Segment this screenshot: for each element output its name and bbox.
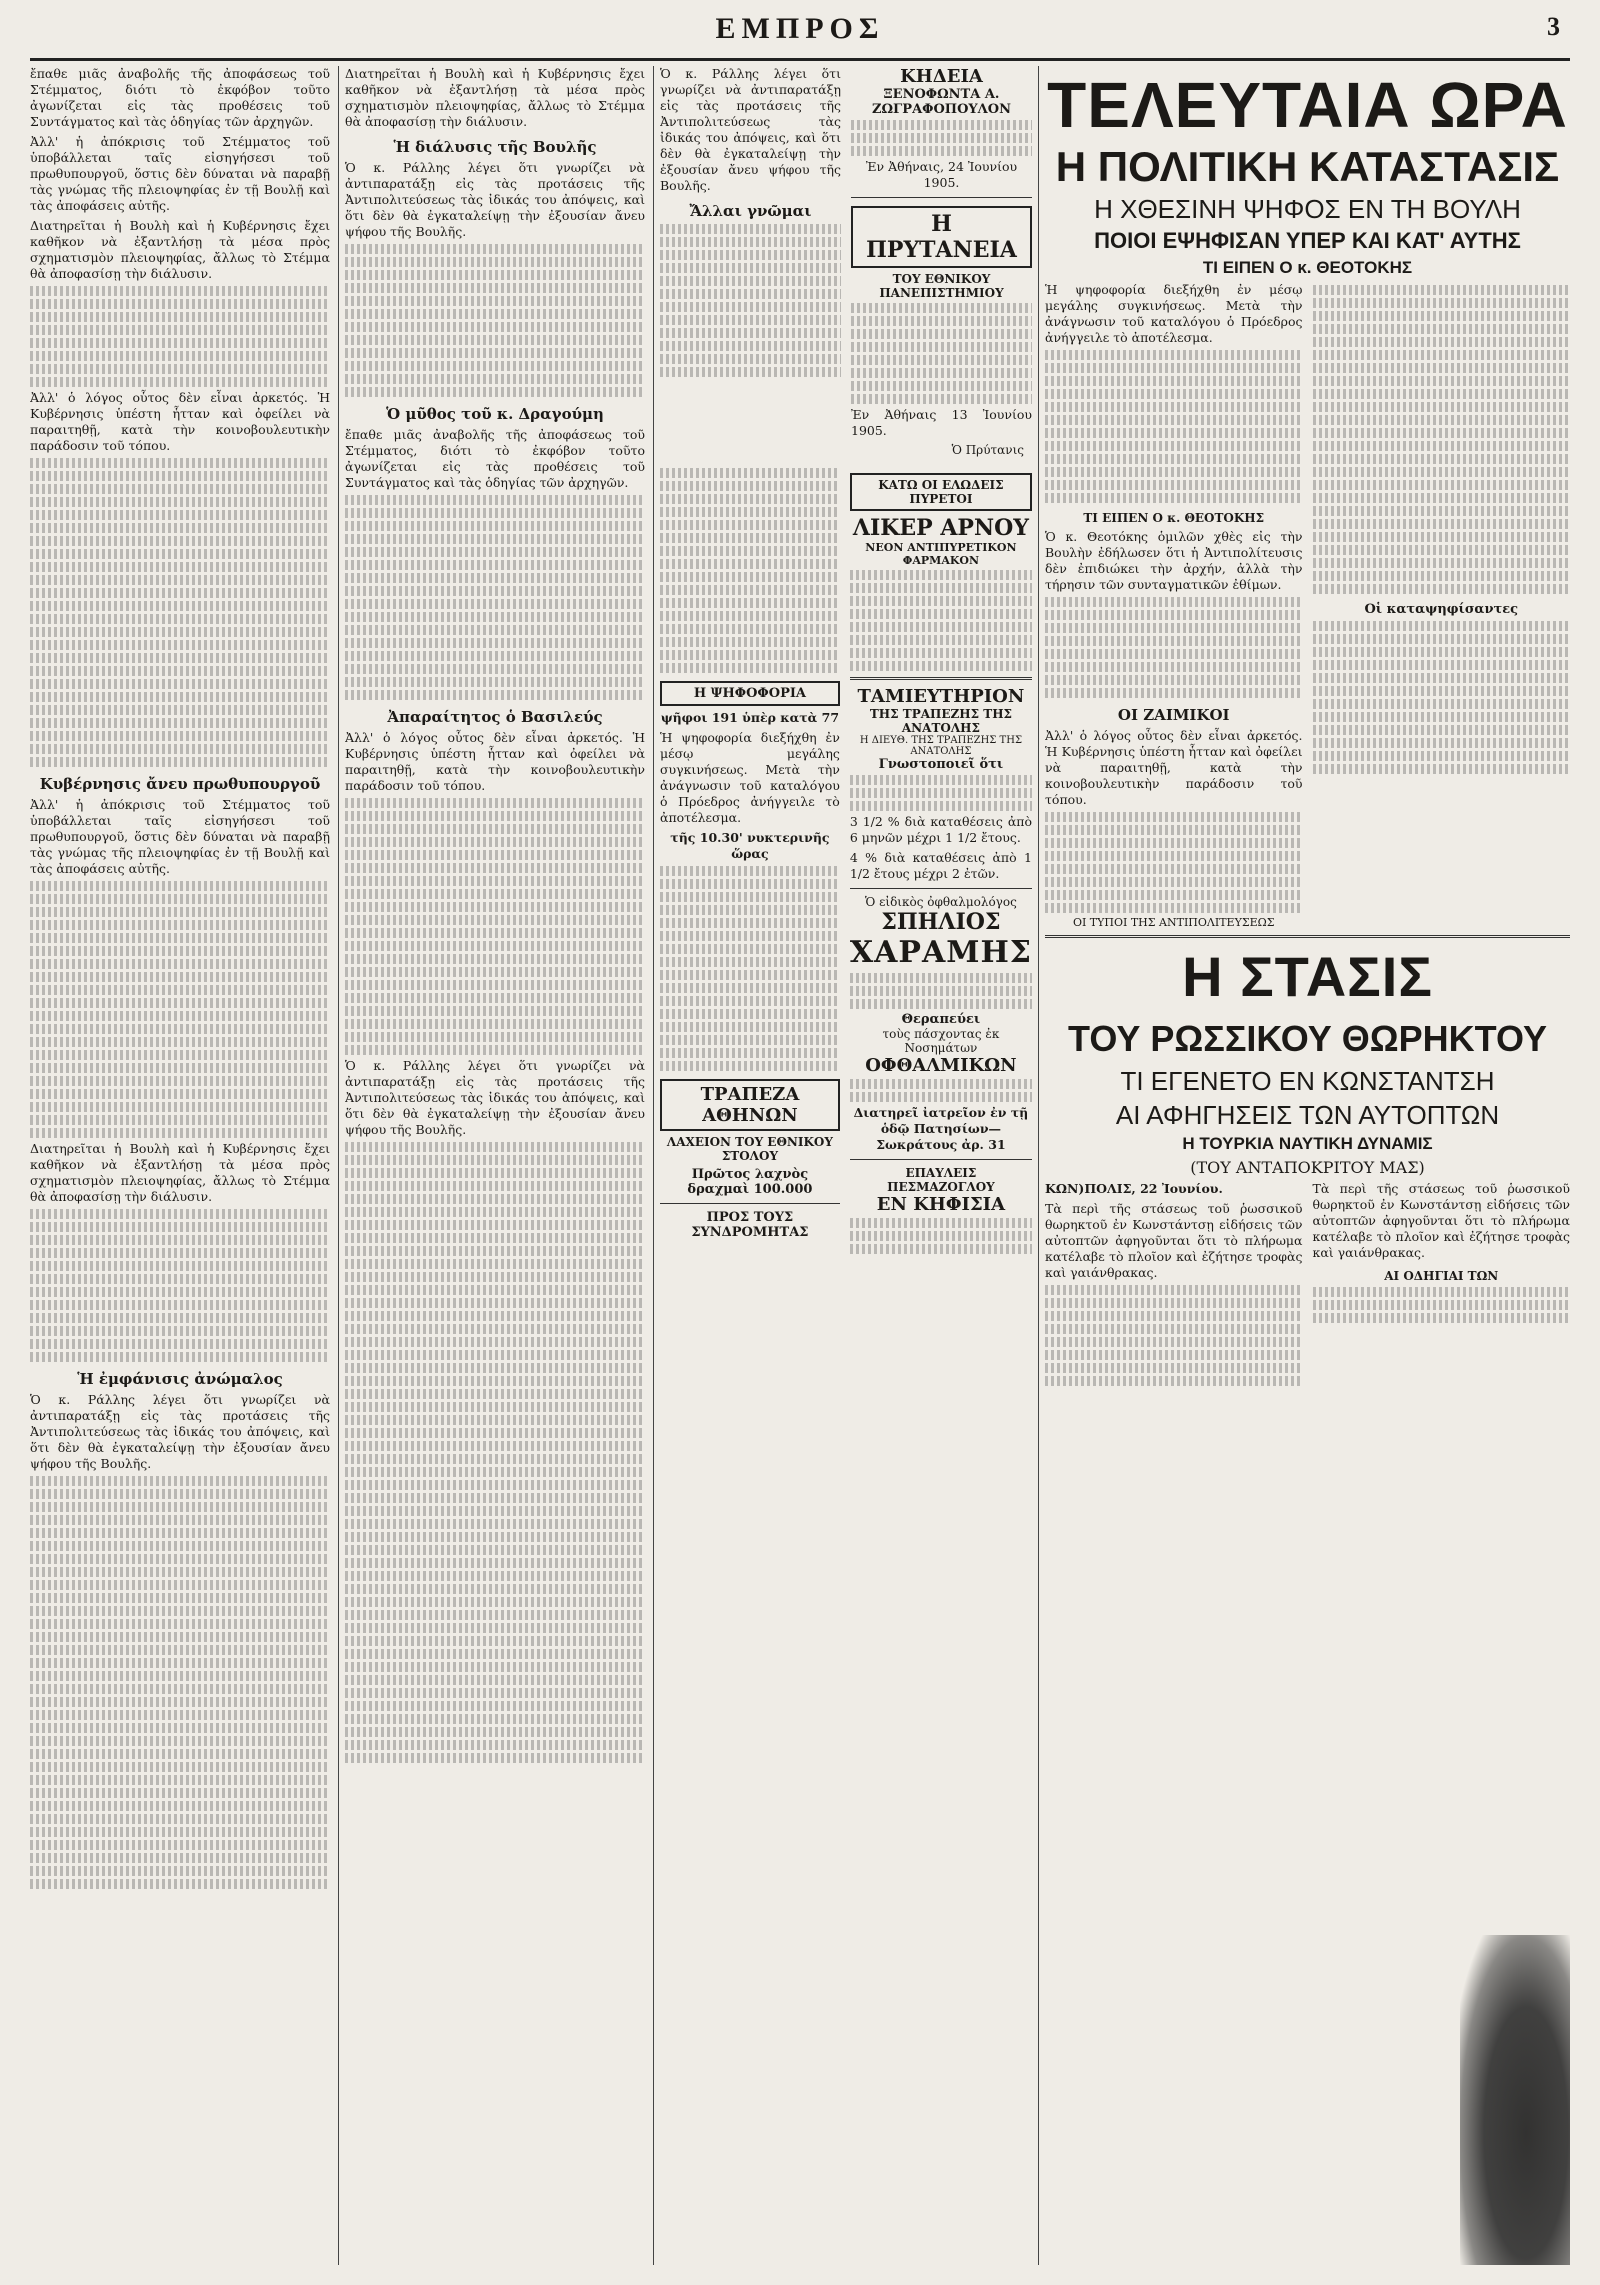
article-paragraph: Ἀλλ' ὁ λόγος οὗτος δὲν εἶναι ἀρκετός. Ἡ Κυβέρνησις ὑπέστη ἧτταν καὶ ὀφείλει νὰ παραιτηθῇ, κατὰ τὴν κοινοβουλευτικὴν παράδοσιν τοῦ τόπου. xyxy=(345,730,645,793)
trapeza-title: ΤΡΑΠΕΖΑ ΑΘΗΝΩΝ xyxy=(660,1079,840,1131)
article-paragraph: Ἡ ψηφοφορία διεξήχθη ἐν μέσῳ μεγάλης συγκινήσεως. Μετὰ τὴν ἀνάγνωσιν τοῦ καταλόγου ὁ Πρόεδρος ἀνήγγειλε τὸ ἀποτέλεσμα. xyxy=(1045,282,1303,345)
headline-theotokis: ΤΙ ΕΙΠΕΝ Ο κ. ΘΕΟΤΟΚΗΣ xyxy=(1202,258,1413,277)
column-divider xyxy=(1038,66,1039,2265)
trapeza-prize: Πρῶτος λαχνὸς δραχμαὶ 100.000 xyxy=(687,1167,813,1197)
article-paragraph: Διατηρεῖται ἡ Βουλὴ καὶ ἡ Κυβέρνησις ἔχει καθῆκον νὰ ἐξαντλήσῃ τὰ μέσα πρὸς σχηματισμὸν πλειοψηφίας, ἄλλως τὸ Στέμμα θὰ ἀποφασίσῃ τὴν διάλυσιν. xyxy=(30,218,330,281)
article-paragraph: Διατηρεῖται ἡ Βουλὴ καὶ ἡ Κυβέρνησις ἔχει καθῆκον νὰ ἐξαντλήσῃ τὰ μέσα πρὸς σχηματισμὸν πλειοψηφίας, ἄλλως τὸ Στέμμα θὰ ἀποφασίσῃ τὴν διάλυσιν. xyxy=(30,1141,330,1204)
page-number: 3 xyxy=(1547,12,1560,41)
subheading: Κυβέρνησις ἄνευ πρωθυπουργοῦ xyxy=(39,775,321,793)
therapeia-text: τοὺς πάσχοντας ἐκ Νοσημάτων xyxy=(882,1027,1000,1055)
prytaneia-sign: Ὁ Πρύτανις xyxy=(951,443,1024,457)
syndromites: ΠΡΟΣ ΤΟΥΣ ΣΥΝΔΡΟΜΗΤΑΣ xyxy=(691,1210,809,1240)
subheading: ΟΙ ΤΥΠΟΙ ΤΗΣ ΑΝΤΙΠΟΛΙΤΕΥΣΕΩΣ xyxy=(1072,916,1275,929)
oculist-label: Ὁ εἰδικὸς ὀφθαλμολόγος xyxy=(865,895,1017,909)
correspondent: (ΤΟΥ ΑΝΤΑΠΟΚΡΙΤΟΥ ΜΑΣ) xyxy=(1190,1158,1425,1177)
tamieftirion-sub: ΤΗΣ ΤΡΑΠΕΖΗΣ ΤΗΣ ΑΝΑΤΟΛΗΣ xyxy=(869,707,1013,735)
subheading: ΑΙ ΟΔΗΓΙΑΙ ΤΩΝ xyxy=(1384,1269,1499,1283)
subheading: Ἡ διάλυσις τῆς Βουλῆς xyxy=(393,138,597,156)
column-2 xyxy=(345,66,645,2265)
subheading: Οἱ καταψηφίσαντες xyxy=(1364,602,1519,617)
headline-psifisan: ΠΟΙΟΙ ΕΨΗΦΙΣΑΝ ΥΠΕΡ ΚΑΙ ΚΑΤ' ΑΥΤΗΣ xyxy=(1094,228,1521,253)
liker-head: ΚΑΤΩ ΟΙ ΕΛΩΔΕΙΣ ΠΥΡΕΤΟΙ xyxy=(850,473,1032,511)
column-3 xyxy=(660,66,1032,2265)
headline-stasis: Η ΣΤΑΣΙΣ xyxy=(1182,945,1433,1008)
subheading: Ἄλλαι γνῶμαι xyxy=(689,202,812,220)
psifoforia-title: Η ΨΗΦΟΦΟΡΙΑ xyxy=(660,681,840,706)
article-paragraph: Ὁ κ. Ράλλης λέγει ὅτι γνωρίζει νὰ ἀντιπαρατάξῃ εἰς τὰς προτάσεις τῆς Ἀντιπολιτεύσεως τὰς ἰδικάς του ἀπόψεις, καὶ ὅτι δὲν θὰ ἐγκαταλείψῃ τὴν ἐξουσίαν ἄνευ ψήφου τῆς Βουλῆς. xyxy=(660,66,841,193)
article-paragraph: Διατηρεῖται ἡ Βουλὴ καὶ ἡ Κυβέρνησις ἔχει καθῆκον νὰ ἐξαντλήσῃ τὰ μέσα πρὸς σχηματισμὸν πλειοψηφίας, ἄλλως τὸ Στέμμα θὰ ἀποφασίσῃ τὴν διάλυσιν. xyxy=(345,66,645,129)
therapeia-title: Θεραπεύει xyxy=(901,1012,981,1027)
article-paragraph: ἔπαθε μιᾶς ἀναβολῆς τῆς ἀποφάσεως τοῦ Στέμματος, διότι τὸ ἐκφόβον τοῦτο ἀγωνίζεται εἰς τὰς προθέσεις τοῦ Συντάγματος καὶ τὰς ὁδηγίας τῶν ἀρχηγῶν. xyxy=(30,66,330,129)
prytaneia-title: Η ΠΡΥΤΑΝΕΙΑ xyxy=(851,206,1032,268)
article-paragraph: Ἀλλ' ἡ ἀπόκρισις τοῦ Στέμματος τοῦ ὑποβάλλεται ταῖς εἰσηγήσεσι τοῦ πρωθυπουργοῦ, ὅστις δὲν δύναται νὰ παραβῇ τὰς γνώμας τῆς πλειοψηφίας ἐν τῇ Βουλῇ καὶ τὰς ἀποφάσεις αὐτῆς. xyxy=(30,134,330,213)
top-rule xyxy=(30,58,1570,61)
ink-smudge xyxy=(1460,1935,1570,2265)
article-paragraph: Ὁ κ. Ράλλης λέγει ὅτι γνωρίζει νὰ ἀντιπαρατάξῃ εἰς τὰς προτάσεις τῆς Ἀντιπολιτεύσεως τὰς ἰδικάς του ἀπόψεις, καὶ ὅτι δὲν θὰ ἐγκαταλείψῃ τὴν ἐξουσίαν ἄνευ ψήφου τῆς Βουλῆς. xyxy=(345,1058,645,1137)
kideia-name: ΞΕΝΟΦΩΝΤΑ Α. ΖΩΓΡΑΦΟΠΟΥΛΟΝ xyxy=(872,87,1011,117)
tamieftirion-sub2: Η ΔΙΕΥΘ. ΤΗΣ ΤΡΑΠΕΖΗΣ ΤΗΣ ΑΝΑΤΟΛΗΣ xyxy=(859,735,1023,757)
tamieftirion-rate: 3 1/2 % διὰ καταθέσεις ἀπὸ 6 μηνῶν μέχρι 1 1/2 ἔτους. xyxy=(849,814,1032,845)
column-divider xyxy=(338,66,339,2265)
headline-tourkia: Η ΤΟΥΡΚΙΑ ΝΑΥΤΙΚΗ ΔΥΝΑΜΙΣ xyxy=(1182,1134,1433,1153)
headline-aftopton: ΑΙ ΑΦΗΓΗΣΕΙΣ ΤΩΝ ΑΥΤΟΠΤΩΝ xyxy=(1115,1100,1500,1130)
dieuthynsis: Διατηρεῖ ἰατρεῖον ἐν τῇ ὁδῷ Πατησίων—Σωκράτους ἀρ. 31 xyxy=(853,1105,1029,1152)
article-paragraph: Ἀλλ' ὁ λόγος οὗτος δὲν εἶναι ἀρκετός. Ἡ Κυβέρνησις ὑπέστη ἧτταν καὶ ὀφείλει νὰ παραιτηθῇ, κατὰ τὴν κοινοβουλευτικὴν παράδοσιν τοῦ τόπου. xyxy=(30,390,330,453)
psifoforia-time: τῆς 10.30' νυκτερινῆς ὥρας xyxy=(670,830,830,861)
headline-katastasis: Η ΠΟΛΙΤΙΚΗ ΚΑΤΑΣΤΑΣΙΣ xyxy=(1055,143,1560,190)
subheading: ΟΙ ΖΑΙΜΙΚΟΙ xyxy=(1117,706,1230,724)
article-paragraph: Τὰ περὶ τῆς στάσεως τοῦ ῥωσσικοῦ θωρηκτοῦ ἐν Κωνστάντσῃ εἰδήσεις τῶν αὐτοπτῶν ἀφηγοῦνται ὅτι τὸ πλήρωμα κατέλαβε τὸ πλοῖον καὶ ἐζήτησε τροφὰς καὶ γαιάνθρακας. xyxy=(1312,1181,1570,1260)
subheading: Ὁ μῦθος τοῦ κ. Δραγούμη xyxy=(386,405,604,423)
trapeza-sub: ΛΑΧΕΙΟΝ ΤΟΥ ΕΘΝΙΚΟΥ ΣΤΟΛΟΥ xyxy=(666,1135,833,1163)
kifisia: ΕΝ ΚΗΦΙΣΙΑ xyxy=(876,1194,1006,1215)
headline-konstantsi: ΤΙ ΕΓΕΝΕΤΟ ΕΝ ΚΩΝΣΤΑΝΤΣΗ xyxy=(1120,1066,1495,1096)
oculist-name: ΧΑΡΑΜΗΣ xyxy=(849,935,1032,970)
article-paragraph: Τὰ περὶ τῆς στάσεως τοῦ ῥωσσικοῦ θωρηκτοῦ ἐν Κωνστάντσῃ εἰδήσεις τῶν αὐτοπτῶν ἀφηγοῦνται ὅτι τὸ πλήρωμα κατέλαβε τὸ πλοῖον καὶ ἐζήτησε τροφὰς καὶ γαιάνθρακας. xyxy=(1045,1201,1303,1280)
column-divider xyxy=(653,66,654,2265)
headline-teleftaia-ora: ΤΕΛΕΥΤΑΙΑ ΩΡΑ xyxy=(1047,69,1568,141)
headline-psifos: Η ΧΘΕΣΙΝΗ ΨΗΦΟΣ ΕΝ ΤΗ ΒΟΥΛΗ xyxy=(1094,194,1521,224)
tamieftirion-notice: Γνωστοποιεῖ ὅτι xyxy=(878,757,1004,772)
masthead: ΕΜΠΡΟΣ xyxy=(715,12,885,45)
psifoforia-result: ψῆφοι 191 ὑπὲρ κατὰ 77 xyxy=(660,710,840,725)
prytaneia-date: Ἐν Ἀθήναις 13 Ἰουνίου 1905. xyxy=(851,407,1032,438)
subheading: Ἡ ἐμφάνισις ἀνώμαλος xyxy=(77,1370,283,1388)
column-1 xyxy=(30,66,330,2265)
kideia-title: ΚΗΔΕΙΑ xyxy=(900,66,983,87)
article-paragraph: Ἀλλ' ὁ λόγος οὗτος δὲν εἶναι ἀρκετός. Ἡ Κυβέρνησις ὑπέστη ἧτταν καὶ ὀφείλει νὰ παραιτηθῇ, κατὰ τὴν κοινοβουλευτικὴν παράδοσιν τοῦ τόπου. xyxy=(1045,728,1303,807)
article-paragraph: Ὁ κ. Ράλλης λέγει ὅτι γνωρίζει νὰ ἀντιπαρατάξῃ εἰς τὰς προτάσεις τῆς Ἀντιπολιτεύσεως τὰς ἰδικάς του ἀπόψεις, καὶ ὅτι δὲν θὰ ἐγκαταλείψῃ τὴν ἐξουσίαν ἄνευ ψήφου τῆς Βουλῆς. xyxy=(345,160,645,239)
article-paragraph: Ἡ ψηφοφορία διεξήχθη ἐν μέσῳ μεγάλης συγκινήσεως. Μετὰ τὴν ἀνάγνωσιν τοῦ καταλόγου ὁ Πρόεδρος ἀνήγγειλε τὸ ἀποτέλεσμα. xyxy=(660,730,840,825)
article-paragraph: Ὁ κ. Ράλλης λέγει ὅτι γνωρίζει νὰ ἀντιπαρατάξῃ εἰς τὰς προτάσεις τῆς Ἀντιπολιτεύσεως τὰς ἰδικάς του ἀπόψεις, καὶ ὅτι δὲν θὰ ἐγκαταλείψῃ τὴν ἐξουσίαν ἄνευ ψήφου τῆς Βουλῆς. xyxy=(30,1392,330,1471)
kideia-date: Ἐν Ἀθήναις, 24 Ἰουνίου 1905. xyxy=(865,159,1018,190)
liker-sub: ΝΕΟΝ ΑΝΤΙΠΥΡΕΤΙΚΟΝ ΦΑΡΜΑΚΟΝ xyxy=(865,541,1017,567)
headline-thoriktou: ΤΟΥ ΡΩΣΣΙΚΟΥ ΘΩΡΗΚΤΟΥ xyxy=(1067,1018,1548,1059)
liker-title: ΛΙΚΕΡ ΑΡΝΟΥ xyxy=(852,515,1029,541)
subheading: ΤΙ ΕΙΠΕΝ Ο κ. ΘΕΟΤΟΚΗΣ xyxy=(1083,511,1265,525)
subheading: Ἀπαραίτητος ὁ Βασιλεύς xyxy=(387,708,603,726)
oculist-name: ΣΠΗΛΙΟΣ xyxy=(881,909,1001,935)
article-paragraph: Ὁ κ. Θεοτόκης ὁμιλῶν χθὲς εἰς τὴν Βουλὴν ἐδήλωσεν ὅτι ἡ Ἀντιπολίτευσις δὲν ἐπιδιώκει τὴν ἀρχήν, ἀλλὰ τὴν τήρησιν τῶν συνταγματικῶν ἐθίμων. xyxy=(1045,529,1303,592)
article-paragraph: ἔπαθε μιᾶς ἀναβολῆς τῆς ἀποφάσεως τοῦ Στέμματος, διότι τὸ ἐκφόβον τοῦτο ἀγωνίζεται εἰς τὰς προθέσεις τοῦ Συντάγματος καὶ τὰς ὁδηγίας τῶν ἀρχηγῶν. xyxy=(345,427,645,490)
dateline: ΚΩΝ)ΠΟΛΙΣ, 22 Ἰουνίου. xyxy=(1045,1181,1223,1196)
ofthalmikon: ΟΦΘΑΛΜΙΚΩΝ xyxy=(865,1055,1017,1076)
tamieftirion-rate: 4 % διὰ καταθέσεις ἀπὸ 1 1/2 ἔτους μέχρι 2 ἐτῶν. xyxy=(849,850,1032,881)
article-paragraph: Ἀλλ' ἡ ἀπόκρισις τοῦ Στέμματος τοῦ ὑποβάλλεται ταῖς εἰσηγήσεσι τοῦ πρωθυπουργοῦ, ὅστις δὲν δύναται νὰ παραβῇ τὰς γνώμας τῆς πλειοψηφίας ἐν τῇ Βουλῇ καὶ τὰς ἀποφάσεις αὐτῆς. xyxy=(30,797,330,876)
tamieftirion-title: ΤΑΜΙΕΥΤΗΡΙΟΝ xyxy=(857,686,1025,707)
psychiko: ΕΠΑΥΛΕΙΣ ΠΕΣΜΑΖΟΓΛΟΥ xyxy=(887,1166,995,1194)
prytaneia-sub: ΤΟΥ ΕΘΝΙΚΟΥ ΠΑΝΕΠΙΣΤΗΜΙΟΥ xyxy=(879,272,1004,300)
